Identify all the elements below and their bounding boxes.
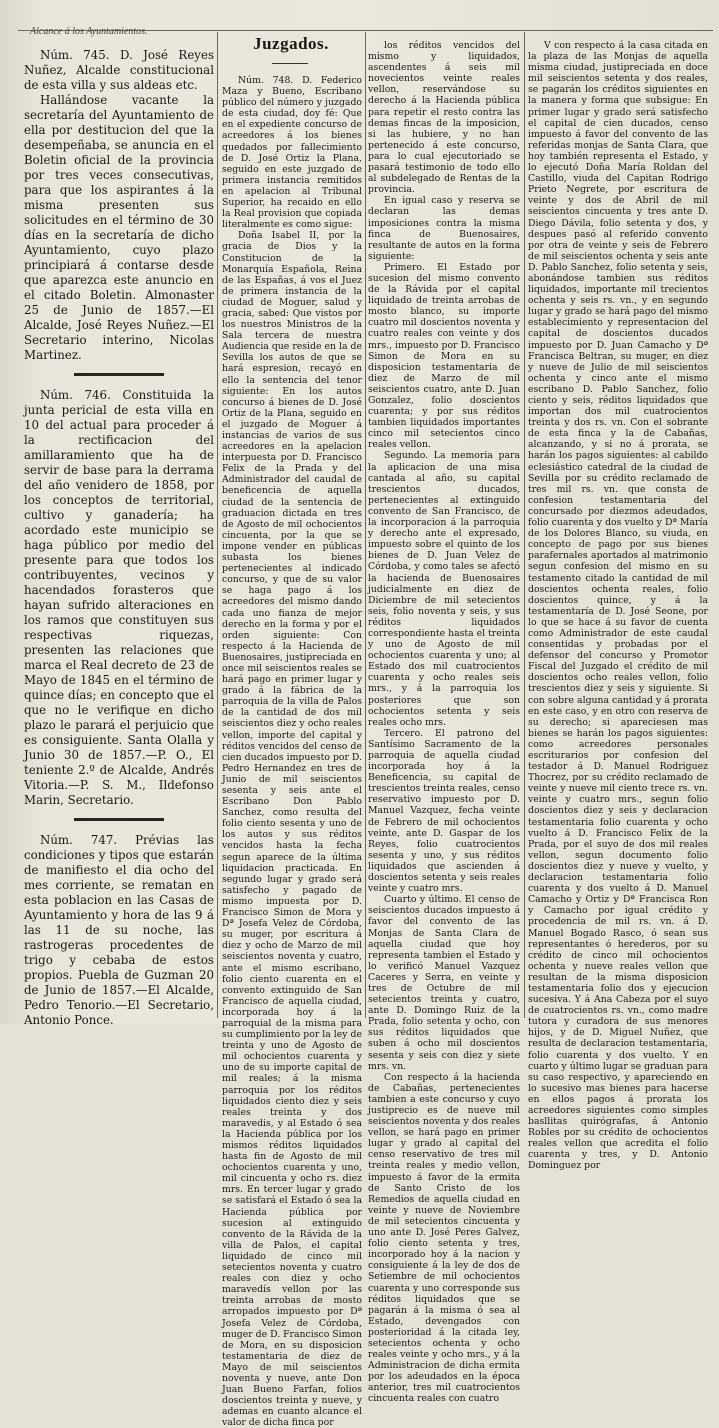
col3-paragraph: Cuarto y último. El censo de seiscientos ducados impuesto á favor del convento de las Monjas de Santa Clara de aquella ciudad que hoy representa tambien el Estado y lo verificó Manuel Vazquez Caceres y Serra, en veinte y tres de Octubre de mil setecientos treinta y cuatro, ante D. Domingo Ruiz de la Prada, folio setenta y ocho, con sus réditos liquidados que suben á ocho mil doscientos sesenta y seis con diez y siete mrs. vn.: [368, 894, 520, 1072]
notice-748-intro: Núm. 748. D. Federico Maza y Bueno, Escribano público del número y juzgado de esta ciudad, doy fé: Que en el expediente concurso de acreedores á los bienes quedados por fallecimiento de D. José Ortiz la Plana, seguido en este juzgado de primera instancia remitidos en apelacion al Tribunal Superior, ha recaido en ello la Real provision que copiada literalmente es como sigue:: [222, 75, 362, 231]
col4-paragraph: V con respecto á la casa citada en la plaza de las Monjas de aquella misma ciudad, justipreciada en doce mil seiscientos setenta y dos reales, se pagarán los créditos siguientes en la manera y forma que subsigue: En primer lugar y grado será satisfecho el capital de cien ducados, censo impuesto á favor del convento de las referidas monjas de Santa Clara, que hoy también representa el Estado, y lo ejecutó Doña María Roldan del Castillo, viuda del Capitan Rodrigo Prieto Negrete, por escritura de veinte y dos de Abril de mil seiscientos cincuenta y tres ante D. Diego Dávila, folio setenta y dos, y despues pasó al referido convento por otra de veinte y seis de Febrero de mil seiscientos ochenta y seis ante D. Pablo Sanchez, folio setenta y seis, abonándose tambien sus réditos liquidados, importante mil trecientos ochenta y seis rs. vn., y en segundo lugar y grado se hará pago del mismo establecimiento y representacion del capital de doscientos ducados impuesto por D. Juan Camacho y Dª Francisca Beltran, su muger, en diez y nueve de Julio de mil seiscientos ochenta y cinco ante el mismo escribano D. Pablo Sanchez, folio ciento y seis, réditos liquidados que importan dos mil cuatrocientos treinta y dos rs. vn. Con el sobrante de esta finca y la de Cabañas, alcanzando, y si no á prorata, se harán los pagos siguientes: al cabildo eclesiástico catedral de la ciudad de Sevilla por su crédito reclamado de tres mil rs. vn. que consta de confesion testamentaria del concursado por diezmos adeudados, folio cuarenta y dos vuelto y Dª María de los Dolores Blanco, su viuda, en concepto de pago por sus bienes parafernales aportados al matrimonio segun confesion del mismo en su testamento citado la cantidad de mil doscientos ochenta reales, folio doscientos quince, y á la testamentaría de D. José Seone, por lo que se hace á su favor de cuenta como Administrador de este caudal consentidas y probadas por el defensor del concurso y Promotor Fiscal del Juzgado el crédito de mil doscientos ocho reales vellon, folio trescientos diez y seis y siguiente. Si con sobre alguna cantidad y á prorata en este caso, y en otro con reserva de su derecho; si apareciesen mas bienes se harán los pagos siguientes: como acreedores personales escriturarios por confesion del testador á D. Manuel Rodriguez Thocrez, por su crédito reclamado de veinte y nueve mil ciento trece rs. vn. veinte y cuatro mrs., segun folio doscientos diez y seis y declaracion testamentaria folio cuarenta y ocho vuelto á D. Francisco Felix de la Prada, por el suyo de dos mil reales vellon, segun documento folio doscientos diez y nueve y vuelto, y declaracion testamentaria folio cuarenta y dos vuelto á D. Manuel Camacho y Ortiz y Dª Francisca Ron y Camacho por igual crédito y procedencia de mil rs. vn. á D. Manuel Bogado Rasco, ó sean sus representantes ó herederos, por su crédito de cinco mil ochocientos ochenta y nueve reales vellon que resultan de la misma disposicion testamentaria folio dos y ejecucion sucesiva. Y á Ana Cabeza por el suyo de cuatrocientos rs. vn., como madre tutora y curadora de sus menores hijos, y de D. Miguel Nuñez, que resulta de declaracion testamentaria, folio cuarenta y dos vuelto. Y en cuarto y último lugar se graduan para su caso respectivo, y apareciendo en lo sucesivo mas bienes para hacerse en ellos pagos á prorata los acreedores siguientes como simples basllitas quirógrafas, á Antonio Robles por su crédito de ochocientos reales vellon que acredita el folio cuarenta y tres, y D. Antonio Dominguez por: [528, 40, 708, 1172]
col3-paragraph: Con respecto á la hacienda de Cabañas, pertenecientes tambien a este concurso y cuyo justiprecio es de nueve mil seiscientos noventa y dos reales vellon, se hará pago en primer lugar y grado al capital del censo reservativo de tres mil treinta reales y medio vellon, impuesto á favor de la ermita de Santo Cristo de los Remedios de aquella ciudad en veinte y nueve de Noviembre de mil setecientos cincuenta y uno ante D. José Peres Galvez, folio ciento setenta y tres, incorporado hoy á la nacion y consiguiente á la ley de dos de Setiembre de mil ochocientos cuarenta y uno corresponde sus réditos liquidados que se pagarán á la misma ó sea al Estado, devengados con posterioridad á la citada ley, setecientos ochenta y ocho reales veinte y ocho mrs., y á la Administracion de dicha ermita por los adeudados en la época anterior, tres mil cuatrocientos cincuenta reales con cuatro: [368, 1071, 520, 1405]
section-heading: Alcance á los Ayuntamientos.: [30, 26, 148, 37]
title-underline: [272, 63, 308, 64]
col3-paragraph: Tercero. El patrono del Santísimo Sacramento de la parroquia de aquella ciudad incorporada hoy á la Beneficencia, su capital de trescientos treinta reales, censo reservativo impuesto por D. Manuel Vazquez, fecha veinte de Febrero de mil ochocientos veinte, ante D. Gaspar de los Reyes, folio cuatrocientos sesenta y uno, y sus réditos liquidados que ascienden á doscientos setenta y seis reales veinte y cuatro mrs.: [368, 727, 520, 895]
col3-paragraph: los réditos vencidos del mismo y liquidados, ascendentes á seis mil novecientos veinte reales vellon, reservándose su derecho á la Hacienda pública para repetir el resto contra las demas fincas de la imposicion, si las hubiere, y no han pertenecido á este concurso, para lo cual ejecutoriado se pasará testimonio de todo ello al subdelegado de Rentas de la provincia.: [368, 40, 520, 196]
column-2: [222, 75, 362, 1428]
column-3: [368, 40, 520, 1405]
column-1: [24, 48, 214, 1027]
separator: [74, 818, 164, 821]
page-title: Juzgados.: [253, 34, 329, 53]
notice-746: Núm. 746. Constituida la junta pericial de esta villa en 10 del actual para proceder á la rectificacion del amillaramiento que ha de servir de base para la derrama del año venidero de 1858, por los conceptos de territorial, cultivo y ganadería; ha acordado este municipio se haga público por medio del presente para que todos los contribuyentes, vecinos y hacendados forasteros que hayan sufrido alteraciones en los ramos que constituyen sus respectivas riquezas, presenten las relaciones que marca el Real decreto de 23 de Mayo de 1845 en el término de quince días; en concepto que el que no le verifique en dicho plazo le parará el perjuicio que es consiguiente. Santa Olalla y Junio 30 de 1857.—P. O., El teniente 2.º de Alcalde, Andrés Vitoria.—P. S. M., Ildefonso Marin, Secretario.: [24, 388, 214, 807]
column-divider: [217, 32, 218, 1018]
separator: [74, 373, 164, 376]
notice-745: Núm. 745. D. José Reyes Nuñez, Alcalde constitucional de esta villa y sus aldeas etc.: [24, 48, 214, 92]
col3-paragraph: En igual caso y reserva se declaran las demas imposiciones contra la misma finca de Buenosaires, resultante de autos en la forma siguiente:: [368, 195, 520, 262]
column-divider: [524, 32, 525, 1018]
column-divider: [365, 32, 366, 1018]
notice-745-body: Hallándose vacante la secretaría del Ayuntamiento de ella por destitucion del que la desempeñaba, se anuncia en el Boletin oficial de la provincia por tres veces consecutivas, para que los aspirantes á la misma presenten sus solicitudes en el término de 30 días en la secretaría de dicho Ayuntamiento, cuyo plazo principiará á contarse desde que aparezca este anuncio en el citado Boletin. Almonaster 25 de Junio de 1857.—El Alcalde, José Reyes Nuñez.—El Secretario interino, Nicolas Martinez.: [24, 93, 214, 362]
notice-747: Núm. 747. Prévias las condiciones y tipos que estarán de manifiesto el dia ocho del mes corriente, se rematan en esta poblacion en las Casas de Ayuntamiento y hora de las 9 á las 11 de su noche, las rastrogeras procedentes de trigo y cebaba de estos propios. Puebla de Guzman 20 de Junio de 1857.—El Alcalde, Pedro Tenorio.—El Secretario, Antonio Ponce.: [24, 833, 214, 1027]
column-4: [528, 40, 708, 1172]
col3-paragraph: Segundo. La memoria para la aplicacion de una misa cantada al año, su capital trescientos ducados, pertenecientes al extinguido convento de San Francisco, de la incorporacion á la parroquia y derecho ante el expresado, impuesto sobre el quinto de los bienes de D. Juan Velez de Córdoba, y como tales se afectó la hacienda de Buenosaires judicialmente en diez de Diciembre de mil setecientos seis, folio noventa y seis, y sus réditos liquidados correspondiente hasta el treinta y uno de Agosto de mil ochocientos cuarenta y uno; al Estado dos mil cuatrocientos cuarenta y ocho reales seis mrs., y á la parroquia los posteriores que son ochocientos setenta y seis reales ocho mrs.: [368, 450, 520, 728]
notice-748-provision: Doña Isabel II, por la gracia de Dios y la Constitucion de la Monarquía Española, Reina de las Españas, á vos el Juez de primera instancia de la ciudad de Moguer, salud y gracia, sabed: Que vistos por los nuestros Ministros de la Sala tercera de nuestra Audiencia que reside en la de Sevilla los autos de que se hará espresion, recayó en ello la sentencia del tenor siguiente: En los autos concurso á bienes de D. José Ortiz de la Plana, seguido en el juzgado de Moguer á instancias de varios de sus acreedores en la apelacion interpuesta por D. Francisco Felix de la Prada y del Administrador del caudal de beneficencia de aquella ciudad de la sentencia de graduacion dictada en tres de Agosto de mil ochocientos cincuenta, por la que se impone vender en públicas subasta los bienes pertenecientes al indicado concurso, y que de su valor se haga pago á los acreedores del mismo dando cada uno fianza de mejor derecho en la forma y por el orden siguiente: Con respecto á la Hacienda de Buenosaires, justipreciada en once mil seiscientos reales se hará pago en primer lugar y grado á la fábrica de la parroquia de la villa de Palos de la cantidad de dos mil seiscientos diez y ocho reales vellon, importe del capital y réditos vencidos del censo de cien ducados impuesto por D. Pedro Hernandez en tres de Junio de mil seiscientos sesenta y seis ante el Escribano Don Pablo Sanchez, como resulta del folio ciento sesenta y uno de los autos y sus réditos vencidos hasta la fecha segun aparece de la última liquidacion practicada. En segundo lugar y grado será satisfecho y pagado de mismo impuesta por D. Francisco Simon de Mora y Dª Josefa Velez de Córdoba, su muger, por escritura á diez y ocho de Marzo de mil seiscientos noventa y cuatro, ante el mismo escribano, folio ciento cuarenta en el convento extinguido de San Francisco de aquella ciudad, incorporada hoy á la parroquial de la misma para su cumplimiento por la ley de treinta y uno de Agosto de mil ochocientos cuarenta y uno de su importe capital de mil reales; á la misma parroquia por los réditos liquidados ciento diez y seis reales treinta y dos maravedis, y al Estado ó sea la Hacienda pública por los mismos réditos liquidados hasta fin de Agosto de mil ochocientos cuarenta y uno, mil cincuenta y ocho rs. diez mrs. En tercer lugar y grado se satisfará el Estado ó sea la Hacienda pública por sucesion al extinguido convento de la Rávida de la villa de Palos, el capital liquidado de cinco mil setecientos noventa y cuatro reales con diez y ocho maravedís vellon por las treinta arrobas de mosto arropados impuesto por Dª Josefa Velez de Córdoba, muger de D. Francisco Simon de Mora, en su disposicion testamentaria de diez de Mayo de mil seiscientos noventa y nueve, ante Don Juan Bueno Farfan, folios doscientos treinta y nueve, y ademas en cuanto alcance el valor de dicha finca por: [222, 230, 362, 1428]
col3-paragraph: Primero. El Estado por sucesion del mismo convento de la Rávida por el capital liquidado de treinta arrobas de mosto blanco, su importe cuatro mil doscientos noventa y cuatro reales con veinte y dos mrs., impuesto por D. Francisco Simon de Mora en su disposicion testamentaria de diez de Marzo de mil seiscientos cuatro, ante D. Juan Gonzalez, folio doscientos cuarenta; y por sus réditos tambien liquidados importantes cinco mil setecientos cinco reales vellon.: [368, 261, 520, 451]
